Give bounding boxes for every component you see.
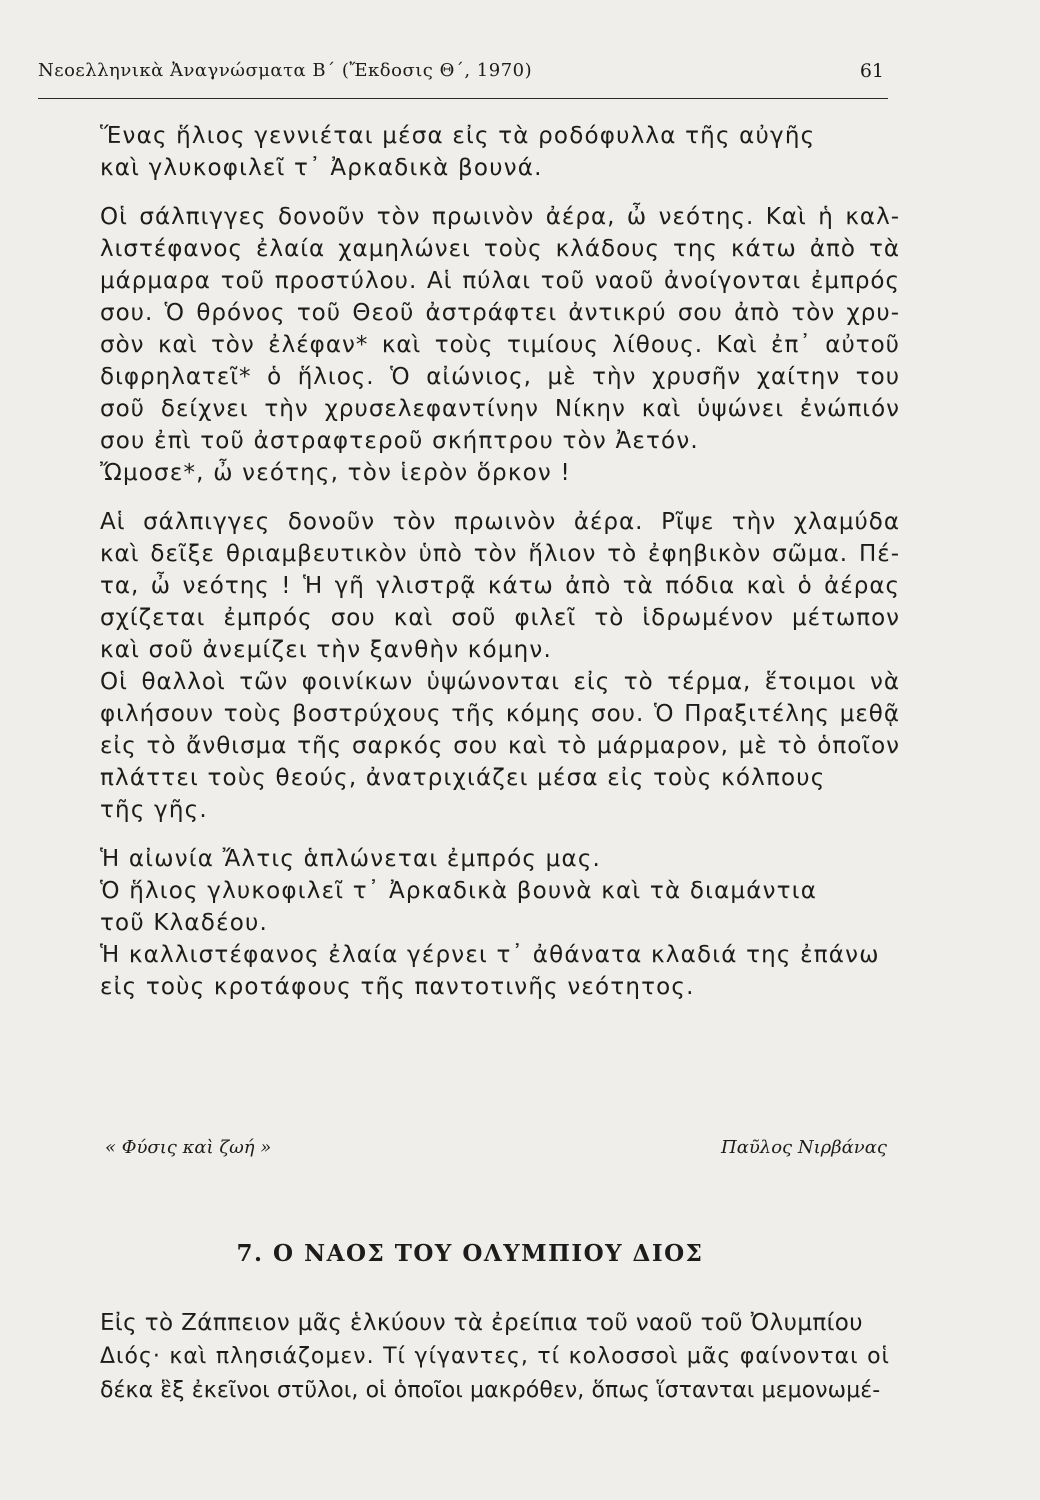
section-body: [100, 1306, 890, 1408]
running-header: [38, 58, 888, 99]
poem-line: εἰς τὸ ἄνθισμα τῆς σαρκός σου καὶ τὸ μάρμαρον, μὲ τὸ ὁποῖον: [100, 733, 900, 759]
poem-line: σου ἐπὶ τοῦ ἀστραφτεροῦ σκήπτρου τὸν Ἀετόν.: [100, 428, 699, 454]
poem-line: καὶ γλυκοφιλεῖ τ᾽ Ἀρκαδικὰ βουνά.: [100, 155, 543, 181]
poem-line: εἰς τοὺς κροτάφους τῆς παντοτινῆς νεότητος.: [100, 974, 695, 1000]
author-name: Παῦλος Νιρβάνας: [721, 1137, 887, 1158]
prose-line: δέκα ἓξ ἐκεῖνοι στῦλοι, οἱ ὁποῖοι μακρόθεν, ὅπως ἵστανται μεμονωμέ-: [100, 1378, 881, 1403]
poem-line: Ὤμοσε*, ὦ νεότης, τὸν ἱερὸν ὅρκον !: [100, 460, 571, 486]
poem-line: Ἡ καλλιστέφανος ἐλαία γέρνει τ᾽ ἀθάνατα κλαδιά της ἐπάνω: [100, 942, 880, 968]
poem-line: καὶ σοῦ ἀνεμίζει τὴν ξανθὴν κόμην.: [100, 637, 552, 663]
poem-line: Ἡ αἰωνία Ἄλτις ἁπλώνεται ἐμπρός μας.: [100, 846, 602, 872]
section-heading: 7. Ο ΝΑΟΣ ΤΟΥ ΟΛΥΜΠΙΟΥ ΔΙΟΣ: [236, 1240, 704, 1267]
poem-line: σὸν καὶ τὸν ἐλέφαν* καὶ τοὺς τιμίους λίθους. Καὶ ἐπ᾽ αὐτοῦ: [100, 332, 900, 358]
poem-line: σχίζεται ἐμπρός σου καὶ σοῦ φιλεῖ τὸ ἱδρωμένον μέτωπον: [100, 605, 900, 631]
poem-line: τοῦ Κλαδέου.: [100, 910, 268, 936]
page-number: 61: [859, 60, 884, 82]
poem-line: μάρμαρα τοῦ προστύλου. Αἱ πύλαι τοῦ ναοῦ ἀνοίγονται ἐμπρός: [100, 268, 900, 294]
attribution: [105, 1137, 887, 1167]
poem-line: Ἕνας ἥλιος γεννιέται μέσα εἰς τὰ ροδόφυλλα τῆς αὐγῆς: [100, 123, 816, 149]
poem-line: σου. Ὁ θρόνος τοῦ Θεοῦ ἀστράφτει ἀντικρύ σου ἀπὸ τὸν χρυ-: [100, 300, 900, 326]
poem-line: καὶ δεῖξε θριαμβευτικὸν ὑπὸ τὸν ἥλιον τὸ ἐφηβικὸν σῶμα. Πέ-: [100, 541, 900, 567]
poem-line: διφρηλατεῖ* ὁ ἥλιος. Ὁ αἰώνιος, μὲ τὴν χρυσῆν χαίτην του: [100, 364, 900, 390]
poem-line: Οἱ σάλπιγγες δονοῦν τὸν πρωινὸν ἀέρα, ὦ νεότης. Καὶ ἡ καλ-: [100, 204, 900, 230]
poem-line: Οἱ θαλλοὶ τῶν φοινίκων ὑψώνονται εἰς τὸ τέρμα, ἕτοιμοι νὰ: [100, 669, 900, 695]
poem-line: σοῦ δείχνει τὴν χρυσελεφαντίνην Νίκην καὶ ὑψώνει ἐνώπιόν: [100, 396, 900, 422]
poem-line: πλάττει τοὺς θεούς, ἀνατριχιάζει μέσα εἰς τοὺς κόλπους: [100, 765, 826, 791]
header-title: Νεοελληνικὰ Ἀναγνώσματα Β΄ (Ἔκδοσις Θ΄, 1970): [38, 60, 533, 81]
poem-line: τῆς γῆς.: [100, 797, 208, 823]
prose-line: Εἰς τὸ Ζάππειον μᾶς ἑλκύουν τὰ ἐρείπια τοῦ ναοῦ τοῦ Ὀλυμπίου: [100, 1310, 863, 1336]
poem-line: λιστέφανος ἐλαία χαμηλώνει τοὺς κλάδους της κάτω ἀπὸ τὰ: [100, 236, 900, 262]
poem-line: Ὁ ἥλιος γλυκοφιλεῖ τ᾽ Ἀρκαδικὰ βουνὰ καὶ τὰ διαμάντια: [100, 878, 818, 904]
poem-line: Αἱ σάλπιγγες δονοῦν τὸν πρωινὸν ἀέρα. Ρῖψε τὴν χλαμύδα: [100, 509, 900, 535]
source-title: « Φύσις καὶ ζωή »: [105, 1137, 272, 1158]
poem-text: [100, 120, 900, 1003]
poem-line: τα, ὦ νεότης ! Ἡ γῆ γλιστρᾷ κάτω ἀπὸ τὰ πόδια καὶ ὁ ἀέρας: [100, 573, 900, 599]
prose-line: Διός· καὶ πλησιάζομεν. Τί γίγαντες, τί κολοσσοὶ μᾶς φαίνονται οἱ: [100, 1344, 890, 1369]
poem-line: φιλήσουν τοὺς βοστρύχους τῆς κόμης σου. Ὁ Πραξιτέλης μεθᾷ: [100, 701, 900, 727]
